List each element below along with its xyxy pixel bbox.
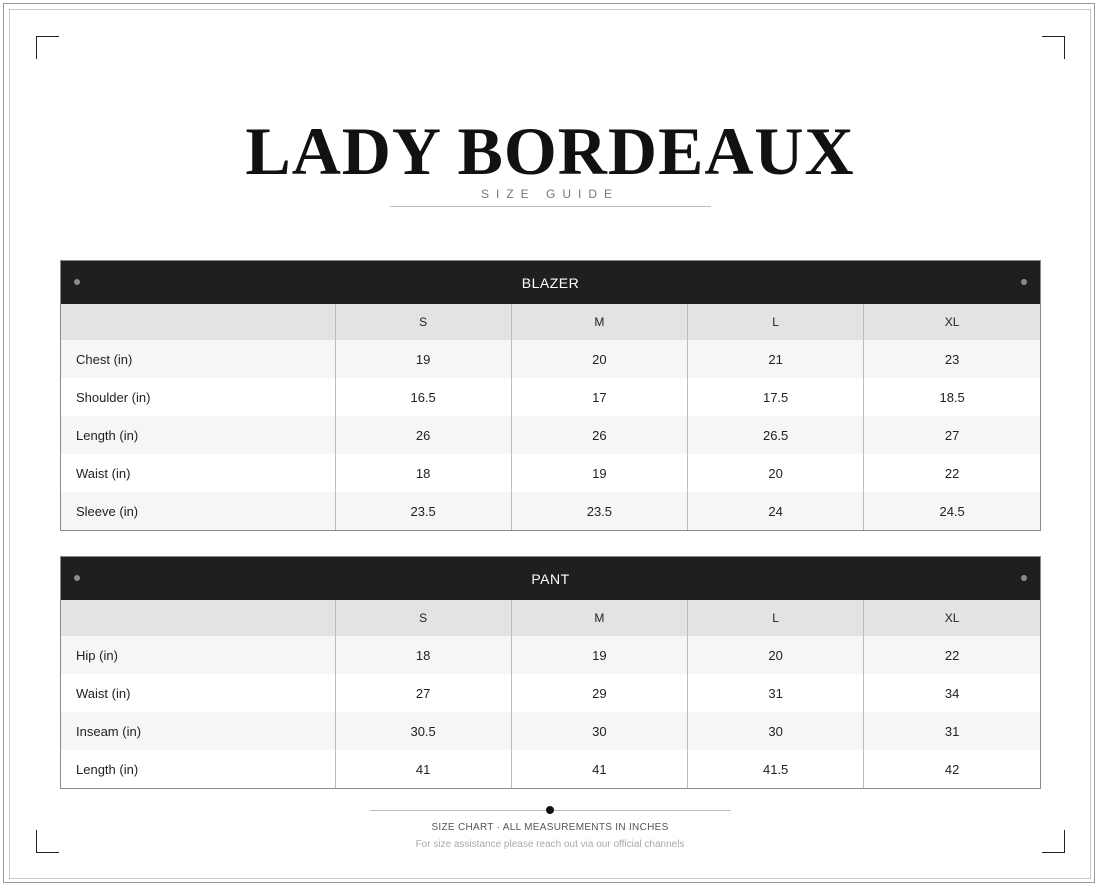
bullet-icon [74, 575, 80, 581]
table-header-bar [61, 261, 1040, 304]
cell-value: 24.5 [864, 492, 1040, 530]
cell-value: 34 [864, 674, 1040, 712]
row-label: Shoulder (in) [61, 378, 335, 416]
corner-mark-top-right [1042, 36, 1065, 59]
cell-value: 31 [688, 674, 864, 712]
size-header: M [511, 600, 687, 636]
table-header-bar [61, 557, 1040, 600]
footer-caption: SIZE CHART · ALL MEASUREMENTS IN INCHES [431, 822, 669, 833]
cell-value: 30 [511, 712, 687, 750]
pant-size-table [60, 556, 1041, 789]
cell-value: 27 [864, 416, 1040, 454]
row-label: Chest (in) [61, 340, 335, 378]
cell-value: 41 [511, 750, 687, 788]
bullet-icon [1021, 279, 1027, 285]
row-label: Waist (in) [61, 454, 335, 492]
cell-value: 23 [864, 340, 1040, 378]
size-header-row [61, 600, 1040, 636]
cell-value: 16.5 [335, 378, 511, 416]
blazer-size-table [60, 260, 1041, 531]
page-subtitle: SIZE GUIDE [480, 187, 619, 201]
table-row [61, 378, 1040, 416]
size-header: XL [864, 600, 1040, 636]
table-row [61, 416, 1040, 454]
cell-value: 27 [335, 674, 511, 712]
cell-value: 20 [688, 636, 864, 674]
size-header: S [335, 600, 511, 636]
cell-value: 22 [864, 454, 1040, 492]
row-label: Waist (in) [61, 674, 335, 712]
cell-value: 42 [864, 750, 1040, 788]
row-label: Length (in) [61, 416, 335, 454]
table-row [61, 712, 1040, 750]
brand-title: LADY BORDEAUX [245, 113, 855, 189]
cell-value: 19 [511, 636, 687, 674]
table-row [61, 340, 1040, 378]
size-header-row [61, 304, 1040, 340]
size-header: S [335, 304, 511, 340]
table-row [61, 492, 1040, 530]
cell-value: 19 [511, 454, 687, 492]
footer-note: For size assistance please reach out via our official channels [415, 839, 685, 850]
cell-value: 30 [688, 712, 864, 750]
cell-value: 18 [335, 454, 511, 492]
cell-value: 41.5 [688, 750, 864, 788]
cell-value: 18 [335, 636, 511, 674]
bullet-icon [74, 279, 80, 285]
cell-value: 29 [511, 674, 687, 712]
size-header: XL [864, 304, 1040, 340]
label-column-header [61, 304, 335, 340]
cell-value: 20 [688, 454, 864, 492]
cell-value: 30.5 [335, 712, 511, 750]
cell-value: 31 [864, 712, 1040, 750]
title-divider [390, 206, 711, 207]
size-table [61, 600, 1040, 788]
cell-value: 26.5 [688, 416, 864, 454]
cell-value: 23.5 [335, 492, 511, 530]
cell-value: 23.5 [511, 492, 687, 530]
cell-value: 17 [511, 378, 687, 416]
footer-dot-icon [546, 806, 554, 814]
cell-value: 18.5 [864, 378, 1040, 416]
table-title: BLAZER [521, 274, 580, 291]
corner-mark-top-left [36, 36, 59, 59]
cell-value: 26 [335, 416, 511, 454]
row-label: Sleeve (in) [61, 492, 335, 530]
cell-value: 19 [335, 340, 511, 378]
row-label: Hip (in) [61, 636, 335, 674]
table-row [61, 674, 1040, 712]
row-label: Length (in) [61, 750, 335, 788]
cell-value: 17.5 [688, 378, 864, 416]
cell-value: 20 [511, 340, 687, 378]
bullet-icon [1021, 575, 1027, 581]
table-row [61, 750, 1040, 788]
size-header: L [688, 600, 864, 636]
table-title: PANT [531, 570, 570, 587]
table-row [61, 636, 1040, 674]
cell-value: 21 [688, 340, 864, 378]
size-header: L [688, 304, 864, 340]
size-table [61, 304, 1040, 530]
label-column-header [61, 600, 335, 636]
table-row [61, 454, 1040, 492]
cell-value: 26 [511, 416, 687, 454]
cell-value: 22 [864, 636, 1040, 674]
size-header: M [511, 304, 687, 340]
cell-value: 24 [688, 492, 864, 530]
row-label: Inseam (in) [61, 712, 335, 750]
cell-value: 41 [335, 750, 511, 788]
